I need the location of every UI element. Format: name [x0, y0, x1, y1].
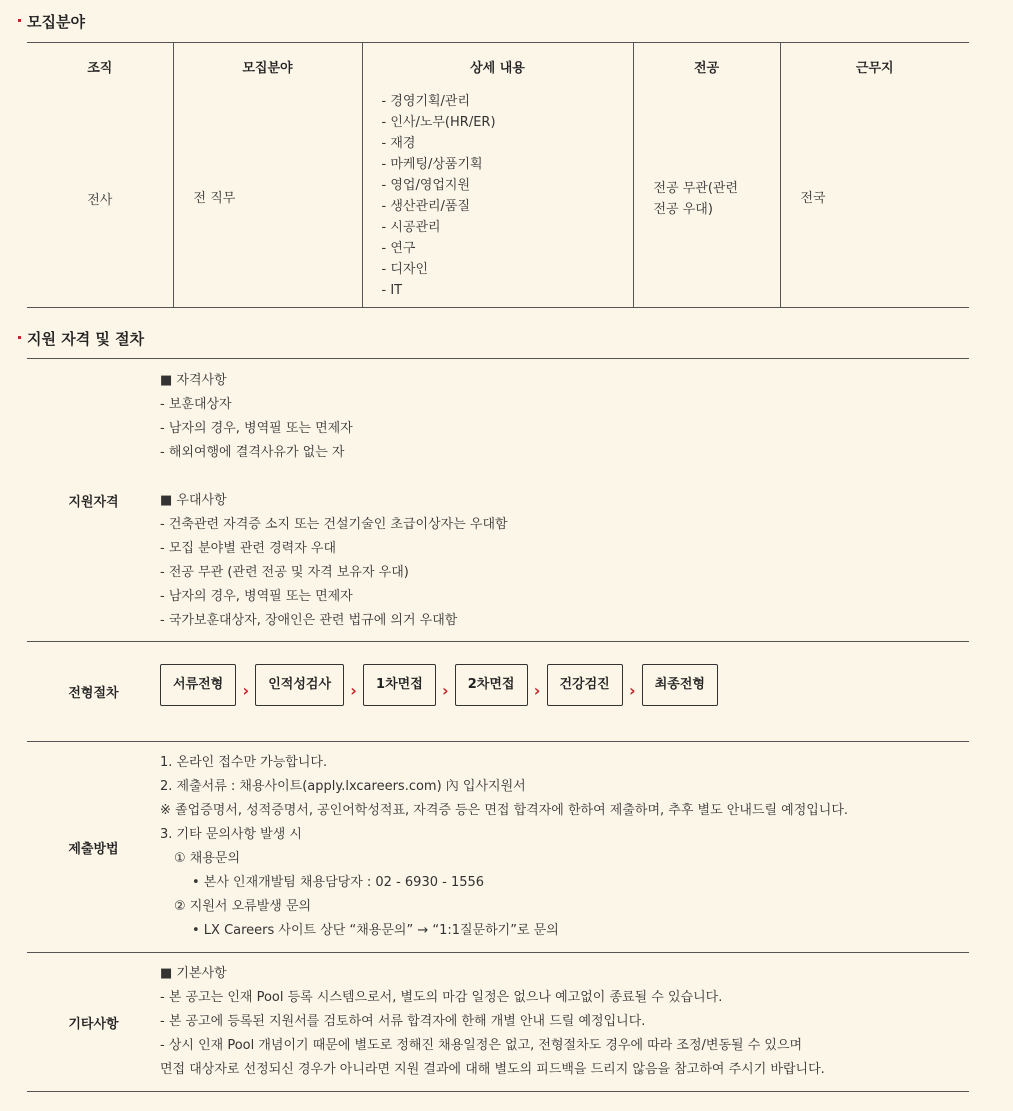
cell-location: 전국 — [780, 91, 969, 308]
major-line: 전공 무관(관련 — [653, 180, 739, 196]
chevron-right-icon: › — [441, 681, 449, 700]
step-health-check: 건강검진 — [547, 664, 623, 706]
process-row — [27, 642, 969, 742]
header-field: 모집분야 — [173, 43, 362, 91]
pref-item: - 남자의 경우, 병역필 또는 면제자 — [160, 589, 353, 604]
cell-org: 전사 — [87, 193, 113, 208]
header-details: 상세 내용 — [362, 43, 633, 91]
qual-section-title-text: 지원 자격 및 절차 — [27, 330, 145, 348]
eligibility-row — [27, 359, 969, 642]
bullet-dot-icon — [18, 19, 21, 22]
cell-field: 전 직무 — [173, 91, 362, 308]
chevron-right-icon: › — [350, 681, 357, 700]
cell-details — [362, 91, 633, 308]
details-item: - 생산관리/품질 — [381, 198, 471, 214]
submission-line: • 본사 인재개발팀 채용담당자 : 02 - 6930 - 1556 — [192, 875, 485, 890]
major-line: 전공 우대) — [653, 201, 713, 217]
details-item: - 연구 — [381, 240, 416, 256]
step-aptitude: 인적성검사 — [255, 664, 344, 706]
chevron-right-icon: › — [242, 681, 250, 700]
etc-line: 면접 대상자로 선정되신 경우가 아니라면 지원 결과에 대해 별도의 피드백을 드리지 않음을 참고하여 주시기 바랍니다. — [160, 1062, 825, 1077]
cell-major — [633, 91, 780, 308]
submission-content — [160, 742, 969, 952]
submission-line: ① 채용문의 — [174, 851, 241, 866]
pref-item: - 건축관련 자격증 소지 또는 건설기술인 초급이상자는 우대함 — [160, 517, 508, 532]
req-item: - 해외여행에 결격사유가 없는 자 — [160, 445, 345, 460]
etc-line: - 상시 인재 Pool 개념이기 때문에 별도로 정해진 채용일정은 없고, 전형절차도 경우에 따라 조정/변동될 수 있으며 — [160, 1038, 803, 1053]
chevron-right-icon: › — [533, 681, 541, 700]
submission-line: 1. 온라인 접수만 가능합니다. — [160, 755, 328, 770]
details-item: - 디자인 — [381, 261, 428, 277]
details-item: - 영업/영업지원 — [381, 177, 471, 193]
eligibility-label: 지원자격 — [68, 494, 119, 510]
submission-line: ※ 졸업증명서, 성적증명서, 공인어학성적표, 자격증 등은 면접 합격자에 한하여 제출하며, 추후 별도 안내드릴 예정입니다. — [160, 803, 849, 818]
details-item: - 시공관리 — [381, 219, 441, 235]
etc-label: 기타사항 — [68, 1016, 119, 1032]
pref-item: - 국가보훈대상자, 장애인은 관련 법규에 의거 우대함 — [160, 613, 458, 628]
submission-label: 제출방법 — [68, 841, 119, 857]
details-item: - 마케팅/상품기획 — [381, 156, 483, 172]
recruit-table-row — [27, 91, 969, 308]
submission-line: • LX Careers 사이트 상단 “채용문의” → “1:1질문하기”로 문의 — [192, 923, 559, 938]
header-location: 근무지 — [780, 43, 969, 91]
process-content — [160, 642, 969, 741]
header-major: 전공 — [633, 43, 780, 91]
recruit-section-title — [18, 11, 85, 32]
details-item: - IT — [381, 282, 403, 298]
pref-item: - 전공 무관 (관련 전공 및 자격 보유자 우대) — [160, 565, 409, 580]
details-item: - 경영기획/관리 — [381, 93, 471, 109]
submission-row — [27, 742, 969, 953]
req-item: - 보훈대상자 — [160, 397, 232, 412]
submission-line: 3. 기타 문의사항 발생 시 — [160, 827, 302, 842]
recruit-table-header — [27, 43, 969, 91]
bullet-dot-icon — [18, 336, 21, 339]
pref-item: - 모집 분야별 관련 경력자 우대 — [160, 541, 337, 556]
step-final: 최종전형 — [642, 664, 718, 706]
submission-line: ② 지원서 오류발생 문의 — [174, 899, 312, 914]
chevron-right-icon: › — [628, 681, 636, 700]
etc-line: - 본 공고는 인재 Pool 등록 시스템으로서, 별도의 마감 일정은 없으나 예고없이 종료될 수 있습니다. — [160, 990, 723, 1005]
eligibility-content — [160, 359, 969, 641]
details-list — [363, 91, 633, 307]
pref-heading: ■ 우대사항 — [160, 493, 227, 508]
etc-line: - 본 공고에 등록된 지원서를 검토하여 서류 합격자에 한해 개별 안내 드릴 예정입니다. — [160, 1014, 646, 1029]
process-steps — [160, 642, 969, 741]
qual-section-title — [18, 328, 144, 349]
etc-heading: ■ 기본사항 — [160, 966, 227, 981]
recruit-table — [27, 42, 969, 308]
qual-table — [27, 358, 969, 1092]
step-interview-2: 2차면접 — [455, 664, 528, 706]
step-document: 서류전형 — [160, 664, 236, 706]
spacer — [160, 465, 969, 489]
process-label: 전형절차 — [68, 686, 119, 701]
details-item: - 인사/노무(HR/ER) — [381, 114, 496, 130]
step-interview-1: 1차면접 — [363, 664, 436, 706]
etc-content — [160, 953, 969, 1091]
req-item: - 남자의 경우, 병역필 또는 면제자 — [160, 421, 353, 436]
req-heading: ■ 자격사항 — [160, 373, 227, 388]
recruit-section-title-text: 모집분야 — [27, 13, 85, 31]
submission-line: 2. 제출서류 : 채용사이트(apply.lxcareers.com) 內 입사지원서 — [160, 779, 526, 794]
etc-row — [27, 953, 969, 1092]
header-org: 조직 — [87, 61, 113, 77]
details-item: - 재경 — [381, 135, 416, 151]
